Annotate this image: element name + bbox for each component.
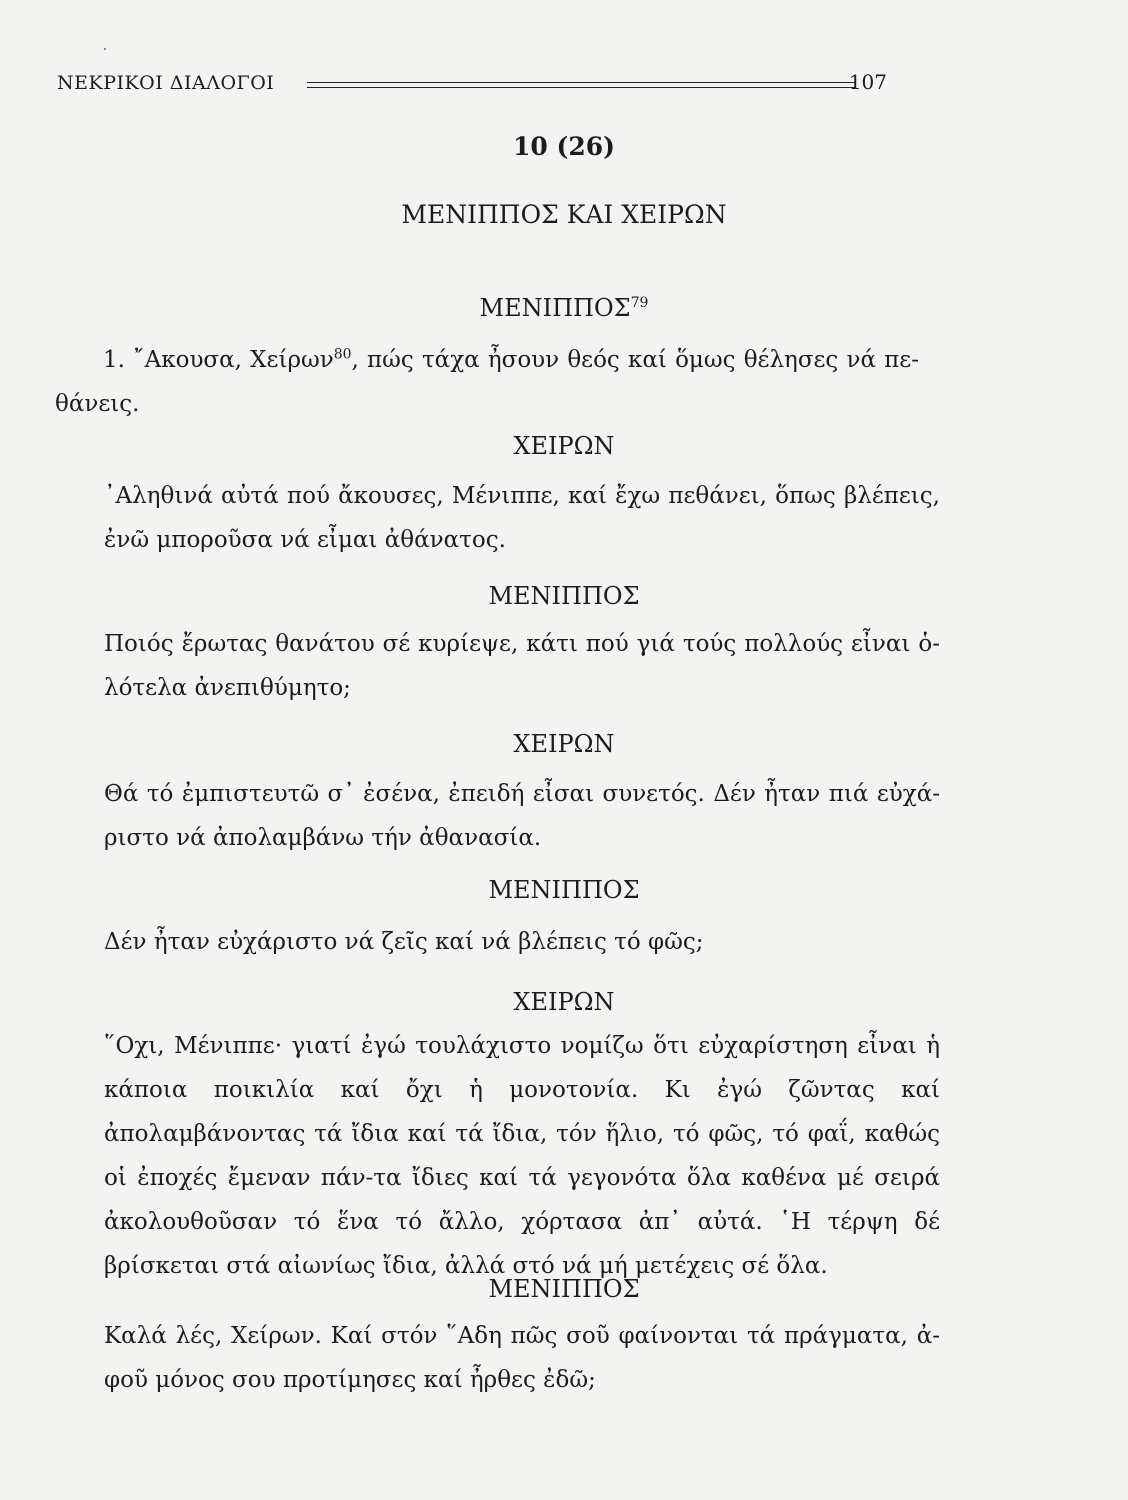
speaker-heading-menippos: ΜΕΝΙΠΠΟΣ bbox=[488, 1275, 640, 1303]
paragraph-3: Ποιός ἔρωτας θανάτου σέ κυρίεψε, κάτι πού γιά τούς πολλούς εἶναι ὁ-λότελα ἀνεπιθύμητο; bbox=[104, 631, 940, 701]
speaker-heading-cheiron: ΧΕΙΡΩΝ bbox=[513, 730, 615, 758]
footnote-ref-79: 79 bbox=[630, 295, 649, 311]
paragraph-1-rest: , πώς τάχα ἦσουν θεός καί ὅμως θέλησες νά πε-θάνεις. bbox=[55, 347, 919, 417]
speaker-heading-menippos: ΜΕΝΙΠΠΟΣ bbox=[488, 582, 640, 610]
paragraph-6: ῞Οχι, Μένιππε· γιατί ἐγώ τουλάχιστο νομίζω ὅτι εὐχαρίστηση εἶναι ἡ κάποια ποικιλία καί ὄχι ἡ μονοτονία. Κι ἐγώ ζῶντας καί ἀπολαμβάνοντας τά ἴδια καί τά ἴδια, τόν ἥλιο, τό φῶς, τό φαΐ, καθώς οἱ ἐποχές ἔμεναν πάν-τα ἴδιες καί τά γεγονότα ὅλα καθένα μέ σειρά ἀκολουθοῦσαν τό ἕνα τό ἄλλο, χόρτασα ἀπ᾽ αὐτά. ῾Η τέρψη δέ βρίσκεται στά αἰωνίως ἴδια, ἀλλά στό νά μή μετέχεις σέ ὅλα. bbox=[104, 1033, 940, 1279]
dialog-number: 10 (26) bbox=[513, 132, 615, 161]
dialog-title: ΜΕΝΙΠΠΟΣ ΚΑΙ ΧΕΙΡΩΝ bbox=[401, 200, 727, 229]
paragraph-4: Θά τό ἐμπιστευτῶ σ᾽ ἐσένα, ἐπειδή εἶσαι συνετός. Δέν ἦταν πιά εὐχά-ριστο νά ἀπολαμβάνω τήν ἀθανασία. bbox=[104, 781, 940, 851]
running-head-title: ΝΕΚΡΙΚΟΙ ΔΙΑΛΟΓΟΙ bbox=[57, 72, 275, 94]
paper-speck bbox=[104, 48, 106, 50]
paragraph-7: Καλά λές, Χείρων. Καί στόν ῞Αδη πῶς σοῦ φαίνονται τά πράγματα, ἀ-φοῦ μόνος σου προτίμησες καί ἦρθες ἐδῶ; bbox=[104, 1323, 940, 1393]
running-head bbox=[57, 68, 887, 98]
speaker-heading-menippos: ΜΕΝΙΠΠΟΣ bbox=[488, 876, 640, 904]
paragraph-2: ᾽Αληθινά αὐτά πού ἄκουσες, Μένιππε, καί ἔχω πεθάνει, ὅπως βλέπεις, ἐνῶ μποροῦσα νά εἶμαι ἀθάνατος. bbox=[104, 483, 940, 553]
paragraph-1 bbox=[55, 338, 919, 426]
running-head-rule bbox=[307, 82, 855, 88]
speaker-heading-menippos bbox=[0, 294, 1128, 322]
speaker-heading-cheiron: ΧΕΙΡΩΝ bbox=[513, 432, 615, 460]
footnote-ref-80: 80 bbox=[333, 346, 352, 363]
page-number: 107 bbox=[848, 70, 887, 94]
speaker-heading-cheiron: ΧΕΙΡΩΝ bbox=[513, 988, 615, 1016]
paragraph-5: Δέν ἦταν εὐχάριστο νά ζεῖς καί νά βλέπεις τό φῶς; bbox=[104, 929, 704, 955]
paragraph-1-start: 1. ῎Ακουσα, Χείρων bbox=[103, 347, 334, 373]
speaker-name: ΜΕΝΙΠΠΟΣ bbox=[479, 294, 631, 322]
